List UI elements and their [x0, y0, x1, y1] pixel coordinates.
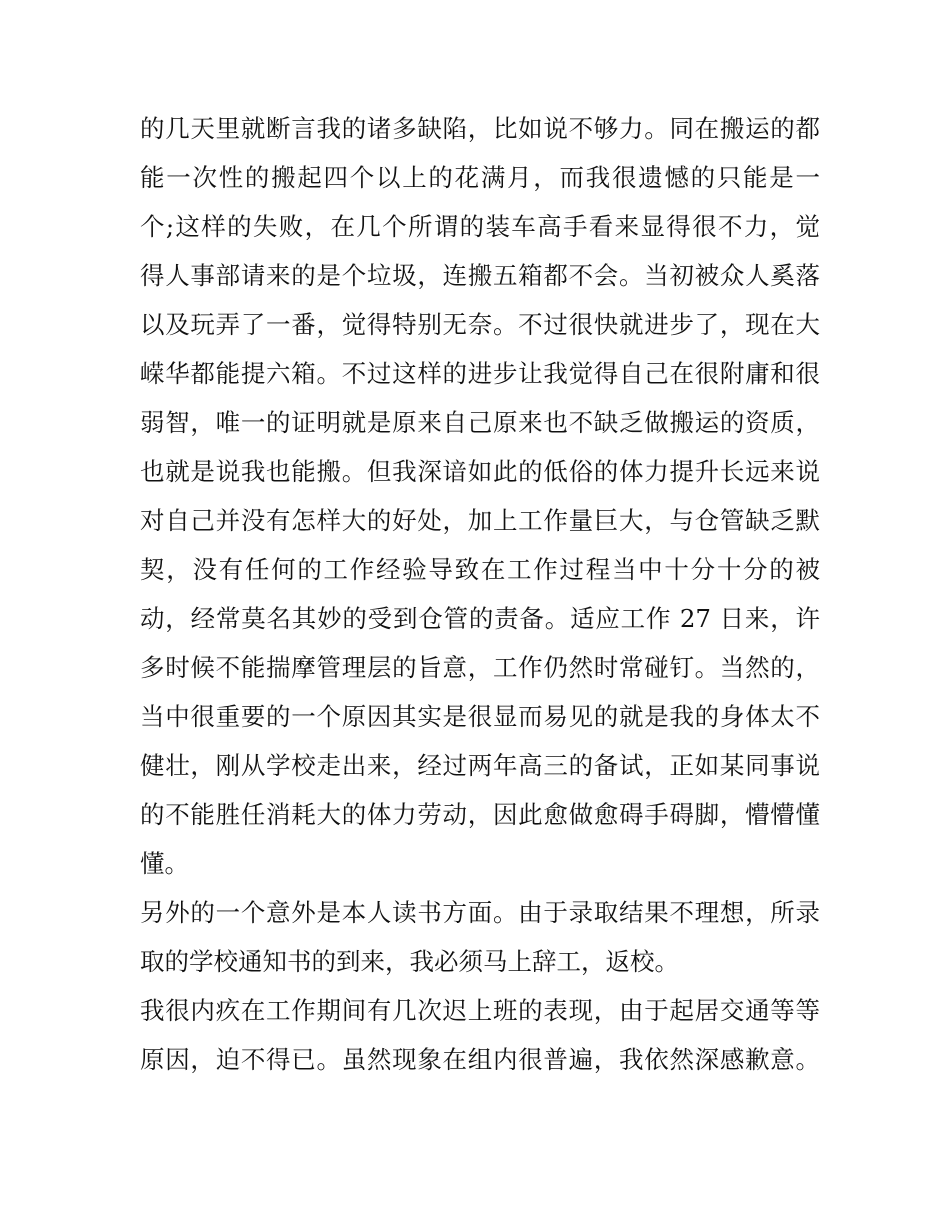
text-line: 得人事部请来的是个垃圾，连搬五箱都不会。当初被众人奚落 [140, 261, 820, 290]
text-line: 嵘华都能提六箱。不过这样的进步让我觉得自己在很附庸和很 [140, 359, 820, 388]
text-line: 对自己并没有怎样大的好处，加上工作量巨大，与仓管缺乏默 [140, 506, 820, 535]
text-line: 多时候不能揣摩管理层的旨意，工作仍然时常碰钉。当然的， [140, 653, 820, 682]
text-line: 以及玩弄了一番，觉得特别无奈。不过很快就进步了，现在大 [140, 310, 820, 339]
text-line: 也就是说我也能搬。但我深谙如此的低俗的体力提升长远来说 [140, 457, 820, 486]
text-line: 动，经常莫名其妙的受到仓管的责备。适应工作 27 日来，许 [140, 604, 820, 633]
text-line: 当中很重要的一个原因其实是很显而易见的就是我的身体太不 [140, 702, 820, 731]
body-text [140, 104, 820, 1084]
text-line: 另外的一个意外是本人读书方面。由于录取结果不理想，所录 [140, 898, 820, 927]
text-line: 能一次性的搬起四个以上的花满月，而我很遗憾的只能是一 [140, 163, 820, 192]
text-line: 原因，迫不得已。虽然现象在组内很普遍，我依然深感歉意。 [140, 1045, 820, 1074]
text-line: 弱智，唯一的证明就是原来自己原来也不缺乏做搬运的资质， [140, 408, 820, 437]
text-line: 懂。 [140, 849, 189, 878]
text-line: 的几天里就断言我的诸多缺陷，比如说不够力。同在搬运的都 [140, 114, 820, 143]
text-line: 我很内疚在工作期间有几次迟上班的表现，由于起居交通等等 [140, 996, 820, 1025]
text-line: 健壮，刚从学校走出来，经过两年高三的备试，正如某同事说 [140, 751, 820, 780]
text-line: 的不能胜任消耗大的体力劳动，因此愈做愈碍手碍脚，懵懵懂 [140, 800, 820, 829]
text-line: 契，没有任何的工作经验导致在工作过程当中十分十分的被 [140, 555, 820, 584]
text-line: 取的学校通知书的到来，我必须马上辞工，返校。 [140, 947, 679, 976]
text-line: 个;这样的失败，在几个所谓的装车高手看来显得很不力，觉 [140, 212, 820, 241]
